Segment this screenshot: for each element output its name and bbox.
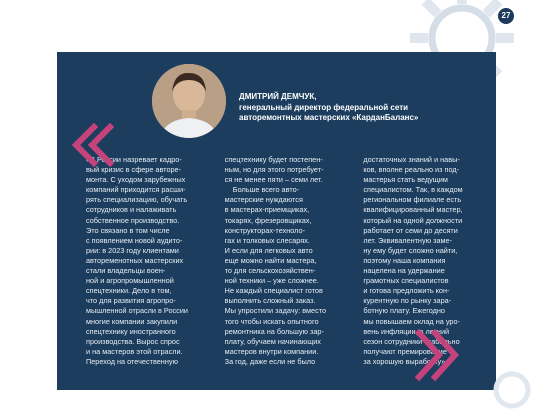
- chevron-decoration-icon: [68, 123, 114, 167]
- interview-header: [239, 92, 479, 124]
- text-line: многие компании закупили: [86, 316, 178, 326]
- text-line: Это связано в том числе: [86, 225, 170, 235]
- text-line: автоременотных мастерских: [86, 255, 184, 265]
- text-line: конструкторах-техноло-: [224, 225, 305, 235]
- text-line: ну ему будет сложно найти,: [363, 245, 458, 255]
- text-line: «В России назревает кадро-: [86, 155, 182, 164]
- text-line: Больше всего авто-: [224, 185, 300, 195]
- text-line: региональном филиале есть: [363, 195, 462, 205]
- gear-decoration-icon: [482, 360, 542, 420]
- speaker-position-line1: генеральный директор федеральной сети: [239, 102, 409, 112]
- text-line: ной и агропромышленной: [86, 276, 174, 286]
- text-line: производства. Вырос спрос: [86, 336, 180, 346]
- text-line: выполнить сложный заказ.: [224, 296, 316, 306]
- text-line: ремонтника на большую зар-: [224, 326, 324, 336]
- text-line: за хорошую выработку»: [363, 356, 446, 366]
- text-line: мастеров внутри компании.: [224, 346, 319, 356]
- text-line: что для развития агропро-: [86, 296, 176, 306]
- text-line: в мастерах-приемщиках,: [224, 205, 310, 215]
- text-line: квалифицированный мастер,: [363, 205, 463, 215]
- article-column-1: [86, 155, 207, 385]
- text-line: с появлением новой аудито-: [86, 235, 183, 245]
- text-line: рять специализацию, обучать: [86, 195, 188, 205]
- portrait-photo: [152, 64, 226, 138]
- text-line: вый кризис в сфере авторе-: [86, 165, 182, 175]
- text-line: ботную плату. Ежегодно: [363, 306, 445, 316]
- text-line: лет. Эквивалентную заме-: [363, 235, 453, 245]
- text-line: спецтехнику иностранного: [86, 326, 176, 336]
- text-line: специалистом. Так, в каждом: [363, 185, 463, 195]
- chevron-decoration-icon: [413, 327, 461, 383]
- text-line: и на мастеров этой отрасли.: [86, 346, 183, 356]
- text-line: работает от семи до десяти: [363, 225, 458, 235]
- text-line: стали владельцы воен-: [86, 266, 166, 276]
- text-line: получают премирование: [363, 346, 447, 356]
- text-line: курентную по рынку зара-: [363, 296, 452, 306]
- text-line: грамотных специалистов: [363, 276, 449, 286]
- text-line: еще можно найти мастера,: [224, 255, 317, 265]
- text-line: того чтобы искать опытного: [224, 316, 319, 326]
- text-line: рии: в 2023 году клиентами: [86, 245, 179, 255]
- text-line: мышленной отрасли в России: [86, 306, 188, 316]
- text-line: ся не менее пяти – семи лет.: [224, 175, 323, 185]
- text-line: ков, вполне реально из под-: [363, 165, 460, 175]
- text-line: спецтехники. Дело в том,: [86, 286, 172, 296]
- article-column-2: [225, 155, 346, 385]
- text-line: собственное производство.: [86, 215, 180, 225]
- text-line: нацелена на удержание: [363, 266, 445, 276]
- text-line: который на одной должности: [363, 215, 463, 225]
- page-number-badge: 27: [498, 8, 514, 24]
- speaker-name: ДМИТРИЙ ДЕМЧУК,: [239, 92, 317, 101]
- text-line: монта. С уходом зарубежных: [86, 175, 186, 185]
- text-line: мастерья стать ведущим: [363, 175, 448, 185]
- text-line: сезон сотрудники стабильно: [363, 336, 460, 346]
- speaker-position-line2: авторемонтных мастерских «КарданБаланс»: [239, 113, 419, 122]
- text-line: токарях, фрезеровщиках,: [224, 215, 312, 225]
- text-line: плату, обучаем начинающих: [224, 336, 321, 346]
- text-line: И если для легковых авто: [224, 245, 313, 255]
- text-line: Мы упростили задачу: вместо: [224, 306, 327, 316]
- text-line: Не каждый специалист готов: [224, 286, 323, 296]
- text-line: сотрудников и налаживать: [86, 205, 177, 215]
- text-line: гах и толковых слесарях.: [224, 235, 310, 245]
- text-line: то для сельскохозяйствен-: [224, 266, 316, 276]
- text-line: ной техники – уже сложнее.: [224, 276, 319, 286]
- text-line: За год, даже если не было: [224, 356, 316, 366]
- text-line: спецтехнику будет постепен-: [224, 155, 323, 164]
- text-line: мы повышаем оклад на уро-: [363, 316, 460, 326]
- text-line: компаний приходится расши-: [86, 185, 186, 195]
- text-line: Переход на отечественную: [86, 356, 178, 366]
- text-line: и готова предложить кон-: [363, 286, 450, 296]
- text-line: поэтому наша компания: [363, 255, 446, 265]
- text-line: ным, но для этого потребует-: [224, 165, 324, 175]
- text-line: достаточных знаний и навы-: [363, 155, 460, 164]
- portrait-photo-icon: [152, 64, 226, 138]
- text-line: мастерские нуждаются: [224, 195, 303, 205]
- text-line: вень инфляции, в летний: [363, 326, 450, 336]
